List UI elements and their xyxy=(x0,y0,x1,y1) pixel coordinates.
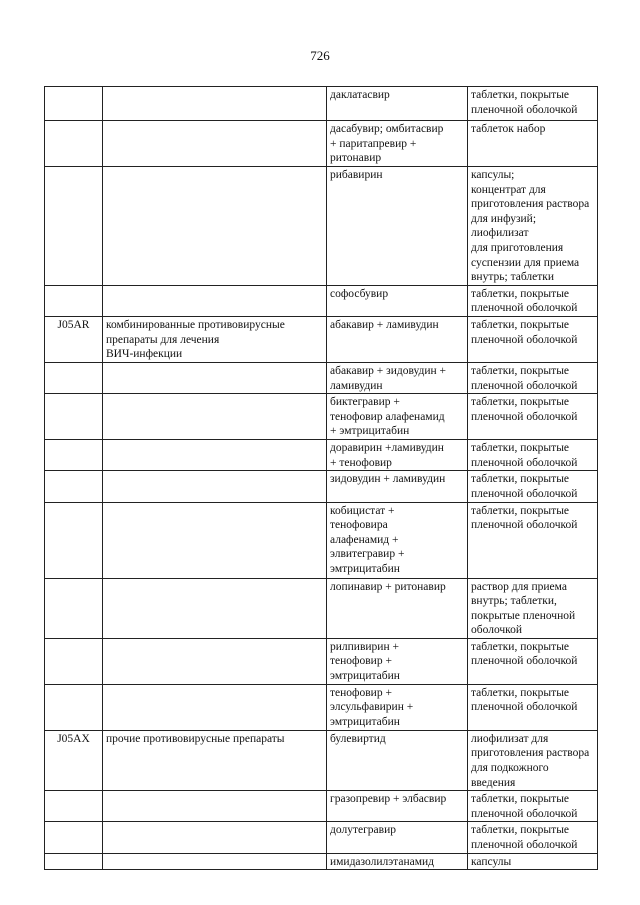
table-row xyxy=(45,440,598,471)
table-row xyxy=(45,853,598,870)
drug-group-cell xyxy=(103,471,327,502)
drug-group-cell xyxy=(103,578,327,638)
table-row xyxy=(45,316,598,362)
drug-table xyxy=(44,86,598,870)
table-row xyxy=(45,684,598,730)
table-row xyxy=(45,87,598,121)
atc-code-cell xyxy=(45,471,103,502)
atc-code-cell xyxy=(45,791,103,822)
dosage-form-cell: таблетки, покрытые пленочной оболочкой xyxy=(468,791,598,822)
drug-group-cell xyxy=(103,638,327,684)
drug-name-cell: гразопревир + элбасвир xyxy=(327,791,468,822)
table-row xyxy=(45,167,598,286)
atc-code-cell xyxy=(45,440,103,471)
page-number: 726 xyxy=(310,48,330,63)
drug-group-cell xyxy=(103,87,327,121)
atc-code-cell xyxy=(45,167,103,286)
atc-code-cell xyxy=(45,121,103,167)
dosage-form-cell: таблетки, покрытые пленочной оболочкой xyxy=(468,638,598,684)
drug-name-cell: лопинавир + ритонавир xyxy=(327,578,468,638)
drug-group-cell xyxy=(103,502,327,578)
dosage-form-cell: таблетки, покрытые пленочной оболочкой xyxy=(468,316,598,362)
atc-code-cell: J05AX xyxy=(45,730,103,790)
table-row xyxy=(45,730,598,790)
drug-group-cell: прочие противовирусные препараты xyxy=(103,730,327,790)
drug-group-cell xyxy=(103,167,327,286)
drug-name-cell: булевиртид xyxy=(327,730,468,790)
drug-name-cell: доравирин +ламивудин + тенофовир xyxy=(327,440,468,471)
drug-name-cell: биктегравир + тенофовир алафенамид + эмтрицитабин xyxy=(327,394,468,440)
drug-group-cell xyxy=(103,822,327,853)
drug-group-cell xyxy=(103,285,327,316)
drug-name-cell: дасабувир; омбитасвир + паритапревир + ритонавир xyxy=(327,121,468,167)
drug-name-cell: рибавирин xyxy=(327,167,468,286)
table-row xyxy=(45,791,598,822)
table-row xyxy=(45,121,598,167)
dosage-form-cell: таблетки, покрытые пленочной оболочкой xyxy=(468,394,598,440)
atc-code-cell xyxy=(45,87,103,121)
drug-name-cell: рилпивирин + тенофовир + эмтрицитабин xyxy=(327,638,468,684)
dosage-form-cell: таблетки, покрытые пленочной оболочкой xyxy=(468,87,598,121)
dosage-form-cell: таблетки, покрытые пленочной оболочкой xyxy=(468,471,598,502)
drug-group-cell xyxy=(103,791,327,822)
dosage-form-cell: таблетки, покрытые пленочной оболочкой xyxy=(468,822,598,853)
atc-code-cell xyxy=(45,502,103,578)
table-row xyxy=(45,285,598,316)
drug-name-cell: софосбувир xyxy=(327,285,468,316)
dosage-form-cell: таблеток набор xyxy=(468,121,598,167)
atc-code-cell xyxy=(45,578,103,638)
atc-code-cell: J05AR xyxy=(45,316,103,362)
dosage-form-cell: таблетки, покрытые пленочной оболочкой xyxy=(468,285,598,316)
dosage-form-cell: лиофилизат для приготовления раствора для подкожного введения xyxy=(468,730,598,790)
dosage-form-cell: капсулы; концентрат для приготовления раствора для инфузий; лиофилизат для приготовления суспензии для приема внутрь; таблетки xyxy=(468,167,598,286)
dosage-form-cell: таблетки, покрытые пленочной оболочкой xyxy=(468,684,598,730)
dosage-form-cell: капсулы xyxy=(468,853,598,870)
atc-code-cell xyxy=(45,853,103,870)
drug-table-body xyxy=(45,87,598,870)
table-row xyxy=(45,362,598,393)
drug-group-cell xyxy=(103,362,327,393)
drug-name-cell: кобицистат + тенофовира алафенамид + элвитегравир + эмтрицитабин xyxy=(327,502,468,578)
table-row xyxy=(45,471,598,502)
atc-code-cell xyxy=(45,822,103,853)
dosage-form-cell: таблетки, покрытые пленочной оболочкой xyxy=(468,440,598,471)
table-row xyxy=(45,638,598,684)
dosage-form-cell: раствор для приема внутрь; таблетки, покрытые пленочной оболочкой xyxy=(468,578,598,638)
atc-code-cell xyxy=(45,285,103,316)
drug-group-cell xyxy=(103,853,327,870)
table-row xyxy=(45,394,598,440)
atc-code-cell xyxy=(45,638,103,684)
table-row xyxy=(45,502,598,578)
atc-code-cell xyxy=(45,684,103,730)
drug-group-cell xyxy=(103,684,327,730)
dosage-form-cell: таблетки, покрытые пленочной оболочкой xyxy=(468,362,598,393)
drug-name-cell: даклатасвир xyxy=(327,87,468,121)
drug-name-cell: абакавир + зидовудин + ламивудин xyxy=(327,362,468,393)
atc-code-cell xyxy=(45,362,103,393)
drug-group-cell xyxy=(103,394,327,440)
drug-name-cell: долутегравир xyxy=(327,822,468,853)
drug-name-cell: зидовудин + ламивудин xyxy=(327,471,468,502)
dosage-form-cell: таблетки, покрытые пленочной оболочкой xyxy=(468,502,598,578)
drug-group-cell xyxy=(103,121,327,167)
drug-name-cell: имидазолилэтанамид xyxy=(327,853,468,870)
table-row xyxy=(45,578,598,638)
drug-name-cell: тенофовир + элсульфавирин + эмтрицитабин xyxy=(327,684,468,730)
table-row xyxy=(45,822,598,853)
drug-group-cell xyxy=(103,440,327,471)
atc-code-cell xyxy=(45,394,103,440)
drug-group-cell: комбинированные противовирусные препараты для лечения ВИЧ-инфекции xyxy=(103,316,327,362)
drug-name-cell: абакавир + ламивудин xyxy=(327,316,468,362)
